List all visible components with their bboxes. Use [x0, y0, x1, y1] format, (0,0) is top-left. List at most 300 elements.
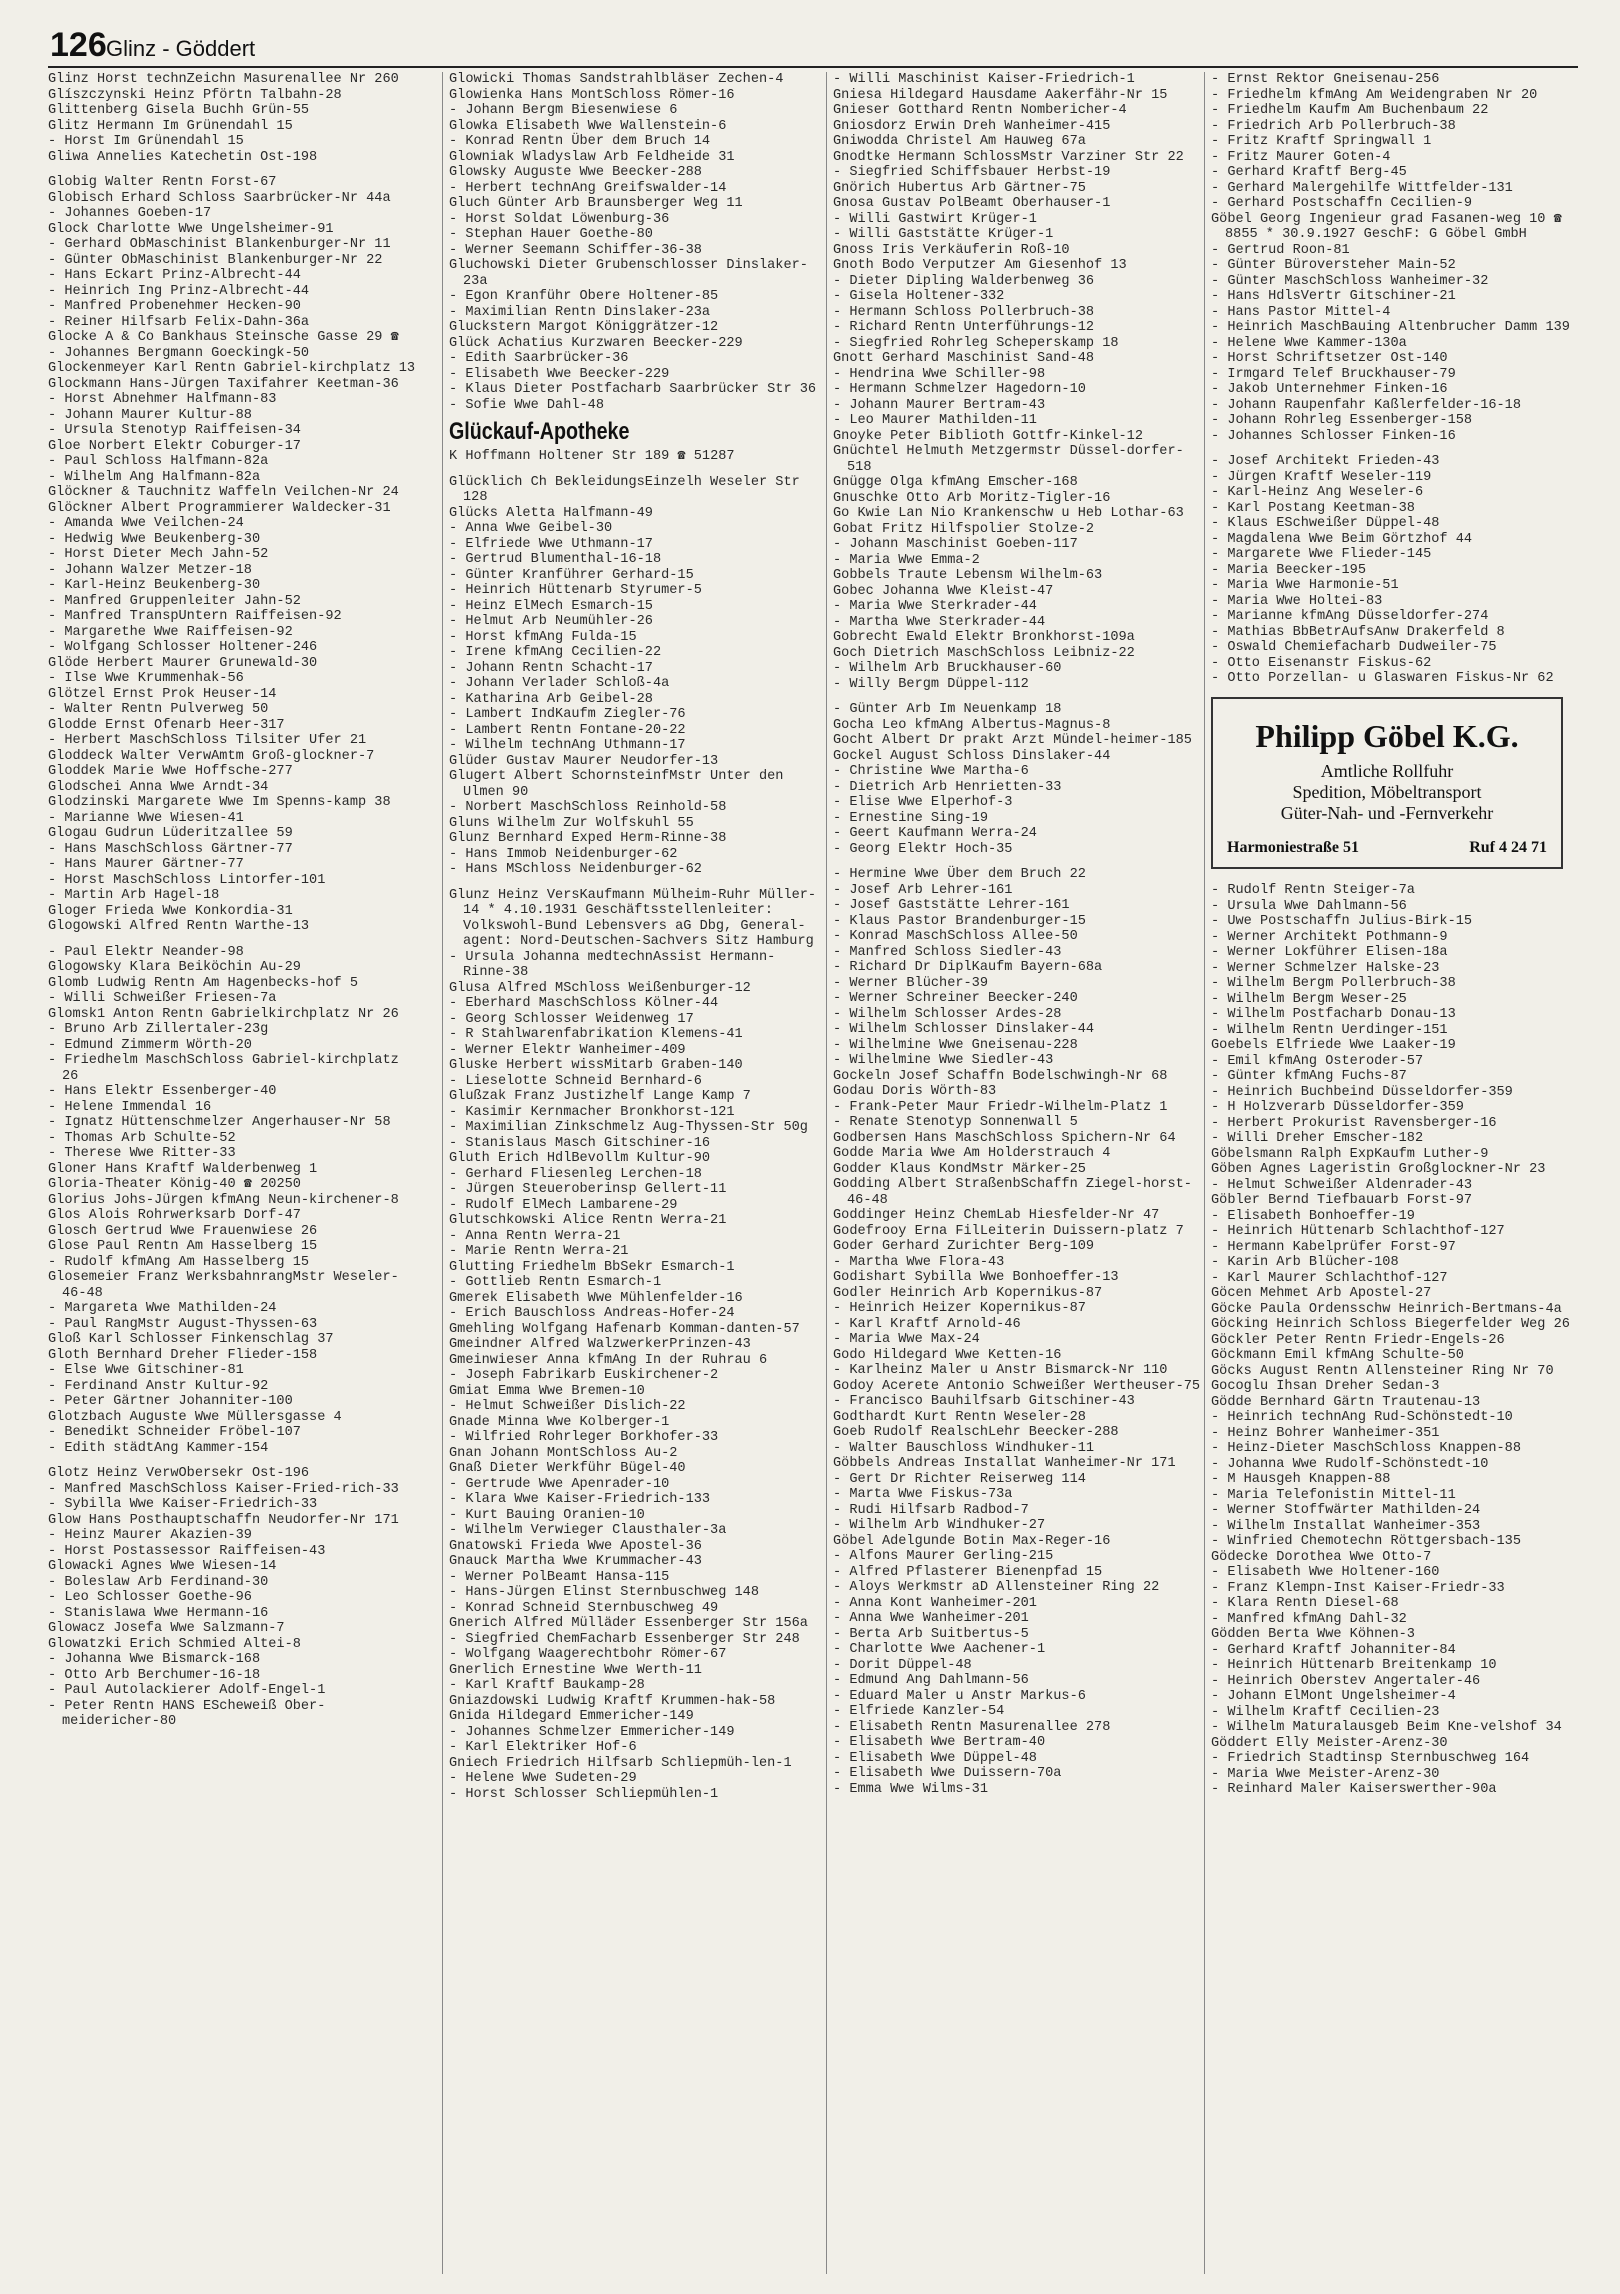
- directory-entry: - Maximilian Zinkschmelz Aug-Thyssen-Str 50g: [449, 1120, 808, 1135]
- directory-entry: Gnüchtel Helmuth Metzgermstr Düssel-dorfer-518: [833, 444, 1184, 475]
- directory-entry: - Jürgen Kraftf Weseler-119: [1211, 469, 1432, 485]
- directory-entry: Gmeinwieser Anna kfmAng In der Ruhrau 6: [449, 1352, 768, 1368]
- directory-entry: - Johannes Goeben-17: [48, 206, 212, 221]
- directory-entry: - Johann Raupenfahr Kaßlerfelder-16-18: [1211, 397, 1521, 413]
- directory-entry: - Fritz Maurer Goten-4: [1211, 149, 1391, 165]
- spacer: [48, 935, 420, 945]
- directory-entry: Goder Gerhard Zurichter Berg-109: [833, 1239, 1095, 1254]
- directory-entry: Glodschei Anna Wwe Arndt-34: [48, 779, 269, 795]
- directory-entry: - Wilhelm Ang Halfmann-82a: [48, 469, 261, 485]
- directory-entry: - Werner Architekt Pothmann-9: [1211, 929, 1448, 945]
- directory-entry: - Josef Architekt Frieden-43: [1211, 454, 1440, 469]
- directory-entry: - Helene Wwe Sudeten-29: [449, 1771, 637, 1786]
- directory-entry: - Werner Stoffwärter Mathilden-24: [1211, 1503, 1481, 1518]
- directory-entry: - Alfons Maurer Gerling-215: [833, 1549, 1054, 1564]
- directory-entry: - Georg Elektr Hoch-35: [833, 841, 1013, 857]
- directory-entry: - Ernst Rektor Gneisenau-256: [1211, 72, 1440, 87]
- directory-entry: Gmerek Elisabeth Wwe Mühlenfelder-16: [449, 1290, 743, 1306]
- directory-entry: - Rudi Hilfsarb Radbod-7: [833, 1502, 1029, 1518]
- directory-entry: - Marianne Wwe Wiesen-41: [48, 810, 244, 826]
- ad-line-3: Güter-Nah- und -Fernverkehr: [1280, 802, 1494, 823]
- directory-entry: - Siegfried Rohrleg Scheperskamp 18: [833, 335, 1119, 351]
- directory-entry: - Karl Maurer Schlachthof-127: [1211, 1270, 1448, 1286]
- column-4-bottom: [1211, 883, 1583, 1798]
- directory-entry: Gnauck Martha Wwe Krummacher-43: [449, 1554, 702, 1569]
- directory-entry: - Edith Saarbrücker-36: [449, 351, 629, 366]
- directory-entry: - R Stahlwarenfabrikation Klemens-41: [449, 1027, 743, 1042]
- directory-entry: Gmeindner Alfred WalzwerkerPrinzen-43: [449, 1337, 751, 1352]
- directory-entry: Gockel August Schloss Dinslaker-44: [833, 748, 1111, 764]
- directory-entry: Gnaß Dieter Werkführ Bügel-40: [449, 1461, 686, 1476]
- directory-entry: Globisch Erhard Schloss Saarbrücker-Nr 44a: [48, 190, 391, 206]
- directory-entry: Gloner Hans Kraftf Walderbenweg 1: [48, 1161, 318, 1177]
- directory-entry: - Amanda Wwe Veilchen-24: [48, 516, 244, 531]
- directory-entry: - Christine Wwe Martha-6: [833, 764, 1029, 779]
- directory-entry: - Peter Rentn HANS EScheweiß Ober-meidericher-80: [48, 1698, 326, 1729]
- directory-entry: - Gertrud Blumenthal-16-18: [449, 552, 662, 567]
- directory-entry: - Konrad Schneid Sternbuschweg 49: [449, 1600, 719, 1616]
- directory-entry: - Margareta Wwe Mathilden-24: [48, 1301, 277, 1316]
- directory-entry: - Manfred MaschSchloss Kaiser-Fried-rich-33: [48, 1481, 399, 1497]
- directory-entry: Gliwa Annelies Katechetin Ost-198: [48, 149, 318, 165]
- directory-entry: - Paul Elektr Neander-98: [48, 944, 244, 960]
- directory-entry: - Emma Wwe Wilms-31: [833, 1781, 988, 1797]
- directory-entry: Godishart Sybilla Wwe Bonhoeffer-13: [833, 1270, 1119, 1285]
- spacer: [48, 165, 420, 175]
- directory-entry: - Edmund Zimmerm Wörth-20: [48, 1037, 252, 1053]
- directory-entry: Glowatzki Erich Schmied Altei-8: [48, 1636, 301, 1652]
- directory-entry: - Günter Arb Im Neuenkamp 18: [833, 702, 1062, 717]
- directory-entry: Glugert Albert SchornsteinfMstr Unter den Ulmen 90: [449, 769, 792, 800]
- directory-entry: Gobat Fritz Hilfspolier Stolze-2: [833, 521, 1095, 537]
- directory-entry: - Sofie Wwe Dahl-48: [449, 397, 604, 413]
- directory-entry: Gödde Bernhard Gärtn Trautenau-13: [1211, 1394, 1481, 1410]
- directory-entry: - Ursula Johanna medtechnAssist Hermann-Rinne-38: [449, 949, 776, 980]
- directory-entry: Godefrooy Erna FilLeiterin Duissern-platz 7: [833, 1223, 1184, 1239]
- directory-entry: - Jakob Unternehmer Finken-16: [1211, 382, 1448, 397]
- directory-entry: - Martha Wwe Flora-43: [833, 1254, 1005, 1270]
- directory-entry: Gniosdorz Erwin Dreh Wanheimer-415: [833, 118, 1111, 134]
- directory-entry: Gnügge Olga kfmAng Emscher-168: [833, 475, 1078, 490]
- directory-entry: - Werner Elektr Wanheimer-409: [449, 1042, 686, 1058]
- directory-entry: - Maria Beecker-195: [1211, 562, 1366, 578]
- directory-entry: - Manfred Probenehmer Hecken-90: [48, 299, 301, 314]
- directory-entry: Glücklich Ch BekleidungsEinzelh Weseler Str 128: [449, 474, 808, 505]
- directory-entry: - Leo Schlosser Goethe-96: [48, 1590, 252, 1605]
- directory-entry: Glutting Friedhelm BbSekr Esmarch-1: [449, 1259, 735, 1275]
- directory-entry: Glinz Horst technZeichn Masurenallee Nr 260: [48, 72, 399, 87]
- directory-entry: Gnosa Gustav PolBeamt Oberhauser-1: [833, 196, 1111, 211]
- directory-entry: - Klara Wwe Kaiser-Friedrich-133: [449, 1492, 711, 1507]
- directory-entry: - Irene kfmAng Cecilien-22: [449, 645, 662, 660]
- directory-entry: Glomb Ludwig Rentn Am Hagenbecks-hof 5: [48, 975, 358, 991]
- directory-entry: Gnan Johann MontSchloss Au-2: [449, 1445, 678, 1461]
- directory-entry: - Helmut Arb Neumühler-26: [449, 614, 653, 629]
- directory-entry: Glomsk1 Anton Rentn Gabrielkirchplatz Nr 26: [48, 1006, 399, 1022]
- directory-entry: - Manfred TranspUntern Raiffeisen-92: [48, 609, 342, 624]
- directory-entry: Glötzel Ernst Prok Heuser-14: [48, 686, 277, 702]
- directory-entry: - Bruno Arb Zillertaler-23g: [48, 1022, 269, 1037]
- directory-entry: - Manfred kfmAng Dahl-32: [1211, 1611, 1407, 1627]
- directory-entry: Göcking Heinrich Schloss Biegerfelder Weg 26: [1211, 1317, 1570, 1332]
- directory-entry: - Elisabeth Wwe Beecker-229: [449, 366, 670, 382]
- directory-entry: - Wilhelm Rentn Uerdinger-151: [1211, 1022, 1448, 1038]
- directory-entry: Glück Achatius Kurzwaren Beecker-229: [449, 335, 743, 351]
- directory-entry: Glowniak Wladyslaw Arb Feldheide 31: [449, 149, 735, 165]
- directory-entry: - Johannes Schlosser Finken-16: [1211, 428, 1456, 444]
- directory-entry: - Helene Wwe Kammer-130a: [1211, 335, 1407, 351]
- directory-entry: Glusa Alfred MSchloss Weißenburger-12: [449, 980, 751, 996]
- directory-entry: - Paul Schloss Halfmann-82a: [48, 454, 269, 469]
- directory-entry: - Gerhard Kraftf Johanniter-84: [1211, 1642, 1456, 1658]
- directory-entry: - H Holzverarb Düsseldorfer-359: [1211, 1100, 1464, 1115]
- directory-entry: - Fritz Kraftf Springwall 1: [1211, 134, 1432, 149]
- column-4-top: [1211, 72, 1583, 687]
- directory-entry: - Willi Gastwirt Krüger-1: [833, 211, 1037, 227]
- directory-entry: - Hans Pastor Mittel-4: [1211, 304, 1391, 320]
- directory-entry: - Karl-Heinz Ang Weseler-6: [1211, 485, 1424, 500]
- directory-entry: Glockenmeyer Karl Rentn Gabriel-kirchplatz 13: [48, 361, 416, 376]
- directory-entry: - Egon Kranführ Obere Holtener-85: [449, 289, 719, 304]
- directory-entry: Gluth Erich HdlBevollm Kultur-90: [449, 1151, 711, 1166]
- directory-entry: - Elise Wwe Elperhof-3: [833, 795, 1013, 810]
- directory-entry: - Gottlieb Rentn Esmarch-1: [449, 1275, 662, 1290]
- directory-entry: - Johanna Wwe Rudolf-Schönstedt-10: [1211, 1456, 1489, 1472]
- directory-entry: - Wilhelm Bergm Pollerbruch-38: [1211, 976, 1456, 991]
- directory-entry: - Helmut Schweißer Dislich-22: [449, 1399, 686, 1414]
- directory-entry: Göckmann Emil kfmAng Schulte-50: [1211, 1348, 1464, 1363]
- directory-entry: - Heinrich Oberstev Angertaler-46: [1211, 1673, 1481, 1689]
- directory-entry: Glosemeier Franz WerksbahnrangMstr Weseler-46-48: [48, 1270, 399, 1301]
- directory-entry: Gnerlich Ernestine Wwe Werth-11: [449, 1662, 702, 1678]
- directory-entry: - Elisabeth Wwe Bertram-40: [833, 1735, 1046, 1750]
- directory-entry: - Heinrich technAng Rud-Schönstedt-10: [1211, 1410, 1513, 1425]
- directory-entry: Gnuschke Otto Arb Moritz-Tigler-16: [833, 490, 1111, 506]
- directory-entry: Glunz Bernhard Exped Herm-Rinne-38: [449, 831, 727, 846]
- directory-entry: - Wilhelm Kraftf Cecilien-23: [1211, 1704, 1440, 1720]
- directory-entry: Gluske Herbert wissMitarb Graben-140: [449, 1058, 743, 1073]
- directory-entry: - Franz Klempn-Inst Kaiser-Friedr-33: [1211, 1580, 1505, 1596]
- directory-entry: - Wilhelmine Wwe Siedler-43: [833, 1053, 1054, 1068]
- directory-entry: - Rudolf kfmAng Am Hasselberg 15: [48, 1254, 310, 1270]
- directory-entry: Godding Albert StraßenbSchaffn Ziegel-horst-46-48: [833, 1177, 1192, 1208]
- directory-entry: - Oswald Chemiefacharb Dudweiler-75: [1211, 640, 1497, 655]
- directory-entry: Gnatowski Frieda Wwe Apostel-36: [449, 1538, 702, 1554]
- directory-entry: Gluch Günter Arb Braunsberger Weg 11: [449, 196, 743, 211]
- directory-entry: Gobbels Traute Lebensm Wilhelm-63: [833, 568, 1103, 583]
- directory-entry: - Renate Stenotyp Sonnenwall 5: [833, 1115, 1078, 1130]
- directory-entry: Göcks August Rentn Allensteiner Ring Nr 70: [1211, 1363, 1554, 1379]
- directory-entry: - Siegfried ChemFacharb Essenberger Str 248: [449, 1631, 800, 1647]
- directory-entry: - Heinrich Heizer Kopernikus-87: [833, 1301, 1086, 1316]
- directory-entry: - Hans HdlsVertr Gitschiner-21: [1211, 289, 1456, 304]
- directory-entry: - Elisabeth Wwe Duissern-70a: [833, 1766, 1062, 1781]
- directory-entry: - Herbert Prokurist Ravensberger-16: [1211, 1115, 1497, 1131]
- directory-entry: - Ernestine Sing-19: [833, 810, 988, 826]
- directory-entry: - Günter Büroversteher Main-52: [1211, 258, 1456, 273]
- directory-entry: Gockeln Josef Schaffn Bodelschwingh-Nr 68: [833, 1068, 1168, 1084]
- page-header: [48, 26, 1578, 68]
- directory-entry: - Maria Wwe Sterkrader-44: [833, 599, 1037, 614]
- directory-entry: - Friedhelm Kaufm Am Buchenbaum 22: [1211, 103, 1489, 118]
- directory-entry: - Maria Wwe Max-24: [833, 1332, 980, 1347]
- directory-entry: Glorius Johs-Jürgen kfmAng Neun-kirchener-8: [48, 1192, 399, 1208]
- directory-entry: Gocoglu Ihsan Dreher Sedan-3: [1211, 1379, 1440, 1394]
- directory-entry: Gmehling Wolfgang Hafenarb Komman-danten-57: [449, 1321, 800, 1337]
- directory-entry: Gocha Leo kfmAng Albertus-Magnus-8: [833, 717, 1111, 733]
- directory-entry: Glogowsky Klara Beiköchin Au-29: [48, 960, 301, 975]
- directory-entry: - Horst Schriftsetzer Ost-140: [1211, 351, 1448, 366]
- directory-entry: Glittenberg Gisela Buchh Grün-55: [48, 103, 310, 118]
- directory-entry: - Edith städtAng Kammer-154: [48, 1440, 269, 1456]
- directory-entry: - Friedrich Stadtinsp Sternbuschweg 164: [1211, 1751, 1530, 1766]
- directory-entry: - Margarete Wwe Flieder-145: [1211, 547, 1432, 562]
- directory-entry: Glose Paul Rentn Am Hasselberg 15: [48, 1239, 318, 1254]
- directory-entry: - Manfred Schloss Siedler-43: [833, 944, 1062, 960]
- directory-entry: - Johann Maschinist Goeben-117: [833, 537, 1078, 552]
- directory-entry: - Frank-Peter Maur Friedr-Wilhelm-Platz 1: [833, 1099, 1168, 1115]
- directory-entry: - Helmut Schweißer Aldenrader-43: [1211, 1177, 1473, 1193]
- directory-entry: Göcen Mehmet Arb Apostel-27: [1211, 1286, 1432, 1301]
- directory-entry: - Stanislaus Masch Gitschiner-16: [449, 1135, 711, 1151]
- directory-entry: - Walter Bauschloss Windhuker-11: [833, 1440, 1095, 1456]
- directory-entry: - Richard Rentn Unterführungs-12: [833, 320, 1095, 335]
- directory-entry: - Konrad MaschSchloss Allee-50: [833, 929, 1078, 944]
- directory-entry: - Berta Arb Suitbertus-5: [833, 1626, 1029, 1642]
- directory-entry: Gloria-Theater König-40 ☎ 20250: [48, 1177, 301, 1192]
- directory-entry: - Joseph Fabrikarb Euskirchener-2: [449, 1368, 719, 1383]
- ad-line-2: Spedition, Möbeltransport: [1292, 781, 1482, 802]
- directory-entry: - Manfred Gruppenleiter Jahn-52: [48, 593, 301, 609]
- directory-entry: - Horst Im Grünendahl 15: [48, 134, 244, 149]
- directory-entry: - Charlotte Wwe Aachener-1: [833, 1642, 1046, 1657]
- directory-entry: - Heinz Maurer Akazien-39: [48, 1528, 252, 1543]
- ad-line-1: Amtliche Rollfuhr: [1320, 760, 1454, 781]
- directory-entry: - Boleslaw Arb Ferdinand-30: [48, 1574, 269, 1590]
- directory-entry: Glowacki Agnes Wwe Wiesen-14: [48, 1559, 277, 1574]
- directory-entry: Gocht Albert Dr prakt Arzt Mündel-heimer-185: [833, 733, 1192, 748]
- directory-entry: - Paul Autolackierer Adolf-Engel-1: [48, 1683, 326, 1698]
- directory-entry: Godoy Acerete Antonio Schweißer Wertheuser-75: [833, 1378, 1201, 1394]
- directory-entry: Gmiat Emma Wwe Bremen-10: [449, 1383, 645, 1399]
- directory-entry: Glockmann Hans-Jürgen Taxifahrer Keetman-36: [48, 376, 399, 392]
- directory-entry: - Johanna Wwe Bismarck-168: [48, 1652, 261, 1667]
- directory-entry: - Gertrud Roon-81: [1211, 242, 1350, 258]
- directory-entry: Glock Charlotte Wwe Ungelsheimer-91: [48, 221, 334, 237]
- directory-entry: - Maria Wwe Emma-2: [833, 552, 980, 568]
- directory-entry: - Hermann Schloss Pollerbruch-38: [833, 304, 1095, 320]
- directory-entry: Gloe Norbert Elektr Coburger-17: [48, 438, 301, 454]
- ad-company-name: Philipp Göbel K.G.: [1255, 717, 1519, 754]
- directory-entry: Gloddeck Walter VerwAmtm Groß-glockner-7: [48, 748, 375, 764]
- directory-entry: - Ilse Wwe Krummenhak-56: [48, 671, 244, 686]
- directory-entry: Gniwodda Christel Am Hauweg 67a: [833, 134, 1086, 149]
- spacer: [833, 692, 1205, 702]
- directory-entry: Gluckstern Margot Königgrätzer-12: [449, 320, 719, 335]
- directory-entry: - Karin Arb Blücher-108: [1211, 1255, 1399, 1270]
- directory-entry: Goeb Rudolf RealschLehr Beecker-288: [833, 1425, 1119, 1440]
- directory-entry: - Werner Blücher-39: [833, 975, 988, 991]
- directory-entry: - Leo Maurer Mathilden-11: [833, 413, 1037, 428]
- directory-entry: - Klaus Dieter Postfacharb Saarbrücker Str 36: [449, 382, 817, 397]
- directory-entry: Glüder Gustav Maurer Neudorfer-13: [449, 753, 719, 769]
- directory-entry: - Hans Elektr Essenberger-40: [48, 1084, 277, 1099]
- directory-entry: Go Kwie Lan Nio Krankenschw u Heb Lothar-63: [833, 506, 1184, 521]
- directory-entry: - Johannes Bergmann Goeckingk-50: [48, 345, 310, 361]
- directory-entry: - Horst MaschSchloss Lintorfer-101: [48, 872, 326, 888]
- directory-entry: Glogowski Alfred Rentn Warthe-13: [48, 919, 310, 934]
- directory-entry: - Karl Elektriker Hof-6: [449, 1740, 637, 1755]
- directory-entry: Glowicki Thomas Sandstrahlbläser Zechen-4: [449, 72, 784, 87]
- directory-entry: Göckler Peter Rentn Friedr-Engels-26: [1211, 1332, 1505, 1348]
- directory-entry: - Johann Rentn Schacht-17: [449, 660, 653, 676]
- directory-entry: - Hans-Jürgen Elinst Sternbuschweg 148: [449, 1585, 759, 1600]
- directory-entry: - Karl Postang Keetman-38: [1211, 500, 1415, 516]
- directory-entry: Glowka Elisabeth Wwe Wallenstein-6: [449, 118, 727, 134]
- directory-entry: - Kasimir Kernmacher Bronkhorst-121: [449, 1104, 735, 1120]
- directory-entry: - Günter Kranführer Gerhard-15: [449, 567, 694, 583]
- directory-entry: - Herbert MaschSchloss Tilsiter Ufer 21: [48, 733, 367, 748]
- directory-entry: - Hans Immob Neidenburger-62: [449, 846, 678, 862]
- directory-entry: - Hans MSchloss Neidenburger-62: [449, 862, 702, 877]
- directory-entry: - Hermann Kabelprüfer Forst-97: [1211, 1239, 1456, 1255]
- directory-entry: - Werner PolBeamt Hansa-115: [449, 1569, 670, 1585]
- directory-entry: Glocke A & Co Bankhaus Steinsche Gasse 29 ☎: [48, 330, 399, 345]
- directory-entry: - Eduard Maler u Anstr Markus-6: [833, 1688, 1086, 1704]
- directory-entry: - Kurt Bauing Oranien-10: [449, 1507, 645, 1523]
- directory-entry: - Helene Immendal 16: [48, 1099, 212, 1115]
- directory-entry: - Ursula Wwe Dahlmann-56: [1211, 898, 1407, 914]
- directory-entry: Globig Walter Rentn Forst-67: [48, 175, 277, 190]
- directory-entry: Glunz Heinz VersKaufmann Mülheim-Ruhr Müller-14 * 4.10.1931 Geschäftsstellenleiter: Volkswohl-Bund Lebensvers aG Dbg, General-agent: Nord-Deutschen-Sachvers Sitz Hamburg: [449, 887, 817, 949]
- directory-entry: - Dieter Dipling Walderbenweg 36: [833, 273, 1095, 289]
- directory-entry: - Werner Lokführer Elisen-18a: [1211, 945, 1448, 960]
- directory-entry: - Hermine Wwe Über dem Bruch 22: [833, 867, 1086, 882]
- directory-entry: - Johann Bergm Biesenwiese 6: [449, 103, 678, 118]
- directory-entry: - Dietrich Arb Henrietten-33: [833, 779, 1062, 795]
- directory-entry: Godde Maria Wwe Am Holderstrauch 4: [833, 1146, 1111, 1161]
- directory-entry: - Marianne kfmAng Düsseldorfer-274: [1211, 609, 1489, 624]
- directory-entry: - Eberhard MaschSchloss Kölner-44: [449, 996, 719, 1011]
- directory-entry: - Josef Gaststätte Lehrer-161: [833, 898, 1070, 913]
- directory-entry: - Johann ElMont Ungelsheimer-4: [1211, 1689, 1456, 1704]
- directory-entry: - Siegfried Schiffsbauer Herbst-19: [833, 165, 1111, 180]
- directory-entry: - Hermann Schmelzer Hagedorn-10: [833, 382, 1086, 397]
- directory-entry: Göbbels Andreas Installat Wanheimer-Nr 171: [833, 1456, 1176, 1471]
- directory-entry: Gluns Wilhelm Zur Wolfskuhl 55: [449, 815, 694, 831]
- directory-entry: - Francisco Bauhilfsarb Gitschiner-43: [833, 1394, 1135, 1409]
- directory-entry: - Therese Wwe Ritter-33: [48, 1146, 236, 1161]
- directory-entry: - Horst Soldat Löwenburg-36: [449, 211, 670, 227]
- directory-entry: Glíszczynski Heinz Pförtn Talbahn-28: [48, 87, 342, 103]
- directory-entry: - Margarethe Wwe Raiffeisen-92: [48, 624, 293, 640]
- directory-entry: Glücks Aletta Halfmann-49: [449, 505, 653, 521]
- directory-entry: - Ferdinand Anstr Kultur-92: [48, 1378, 269, 1394]
- directory-entry: - Erich Bauschloss Andreas-Hofer-24: [449, 1306, 735, 1321]
- directory-entry: - Anna Wwe Wanheimer-201: [833, 1611, 1029, 1626]
- directory-entry: - Günter ObMaschinist Blankenburger-Nr 22: [48, 252, 383, 268]
- directory-entry: - Wolfgang Schlosser Holtener-246: [48, 640, 318, 655]
- directory-entry: Göben Agnes Lageristin Großglockner-Nr 23: [1211, 1162, 1546, 1177]
- column-1: [48, 72, 420, 2274]
- directory-entry: Glußzak Franz Justizhelf Lange Kamp 7: [449, 1089, 751, 1104]
- directory-entry: - Elfriede Wwe Uthmann-17: [449, 536, 653, 552]
- directory-entry: - Wilhelm Maturalausgeb Beim Kne-velshof 34: [1211, 1720, 1562, 1735]
- directory-entry: - Marta Wwe Fiskus-73a: [833, 1487, 1013, 1502]
- directory-entry: - Johann Maurer Bertram-43: [833, 397, 1046, 413]
- directory-entry: Gnade Minna Wwe Kolberger-1: [449, 1414, 670, 1430]
- spacer: [449, 878, 821, 888]
- column-2-bottom: [449, 475, 821, 1803]
- directory-entry: - Wilhelm Postfacharb Donau-13: [1211, 1007, 1456, 1022]
- directory-entry: - Horst kfmAng Fulda-15: [449, 629, 637, 645]
- directory-entry: - Ursula Stenotyp Raiffeisen-34: [48, 423, 301, 438]
- directory-entry: - Wolfgang Waagerechtbohr Römer-67: [449, 1647, 727, 1662]
- directory-entry: - Elisabeth Wwe Düppel-48: [833, 1750, 1037, 1766]
- directory-entry: Glowienka Hans MontSchloss Römer-16: [449, 87, 735, 103]
- directory-entry: - Gertrude Wwe Apenrader-10: [449, 1476, 670, 1492]
- directory-entry: - Elisabeth Wwe Holtener-160: [1211, 1565, 1440, 1580]
- directory-entry: - Wilhelm Schlosser Dinslaker-44: [833, 1022, 1095, 1037]
- directory-entry: - Werner Schreiner Beecker-240: [833, 991, 1078, 1006]
- directory-entry: - Klaus ESchweißer Düppel-48: [1211, 516, 1440, 531]
- directory-entry: - Karlheinz Maler u Anstr Bismarck-Nr 110: [833, 1363, 1168, 1378]
- directory-entry: Gnott Gerhard Maschinist Sand-48: [833, 351, 1095, 366]
- directory-entry: Gniech Friedrich Hilfsarb Schliepmüh-len-1: [449, 1755, 792, 1771]
- directory-entry: - Otto Porzellan- u Glaswaren Fiskus-Nr 62: [1211, 671, 1554, 686]
- directory-entry: - Heinrich MaschBauing Altenbrucher Damm 139: [1211, 320, 1570, 335]
- directory-entry: Gloddek Marie Wwe Hoffsche-277: [48, 764, 293, 779]
- directory-entry: - Günter kfmAng Fuchs-87: [1211, 1069, 1407, 1084]
- directory-entry: - Magdalena Wwe Beim Görtzhof 44: [1211, 531, 1473, 547]
- directory-entry: Glodde Ernst Ofenarb Heer-317: [48, 717, 285, 733]
- advertisement-box: [1211, 697, 1563, 870]
- directory-entry: Godthardt Kurt Rentn Weseler-28: [833, 1409, 1086, 1425]
- directory-entry: - Jürgen Steueroberinsp Gellert-11: [449, 1182, 727, 1197]
- directory-entry: Glöckner & Tauchnitz Waffeln Veilchen-Nr 24: [48, 485, 399, 500]
- directory-entry: - Mathias BbBetrAufsAnw Drakerfeld 8: [1211, 624, 1505, 640]
- spacer: [833, 857, 1205, 867]
- directory-entry: Goddinger Heinz ChemLab Hiesfelder-Nr 47: [833, 1208, 1160, 1223]
- directory-entry: Göbel Adelgunde Botin Max-Reger-16: [833, 1533, 1111, 1549]
- directory-entry: - Marie Rentn Werra-21: [449, 1244, 629, 1259]
- directory-entry: - Stanislawa Wwe Hermann-16: [48, 1605, 269, 1621]
- directory-entry: Glowacz Josefa Wwe Salzmann-7: [48, 1621, 285, 1636]
- directory-entry: Godler Heinrich Arb Kopernikus-87: [833, 1285, 1103, 1301]
- directory-entry: - Otto Eisenanstr Fiskus-62: [1211, 655, 1432, 671]
- directory-entry: Gnoth Bodo Verputzer Am Giesenhof 13: [833, 258, 1127, 273]
- directory-entry: - Wilhelm Verwieger Clausthaler-3a: [449, 1523, 727, 1538]
- directory-entry: - Elisabeth Bonhoeffer-19: [1211, 1208, 1415, 1224]
- directory-entry: - Gert Dr Richter Reiserweg 114: [833, 1471, 1086, 1487]
- directory-entry: Glotzbach Auguste Wwe Müllersgasse 4: [48, 1409, 342, 1425]
- directory-entry: - Wilhelm Schlosser Ardes-28: [833, 1006, 1062, 1022]
- directory-entry: Glöde Herbert Maurer Grunewald-30: [48, 655, 318, 671]
- directory-entry: Göbel Georg Ingenieur grad Fasanen-weg 10 ☎ 8855 * 30.9.1927 GeschF: G Göbel GmbH: [1211, 211, 1570, 242]
- directory-entry: - Willi Dreher Emscher-182: [1211, 1131, 1424, 1146]
- directory-entry: - Else Wwe Gitschiner-81: [48, 1363, 244, 1378]
- directory-entry: Glowsky Auguste Wwe Beecker-288: [449, 165, 702, 180]
- directory-entry: - Martha Wwe Sterkrader-44: [833, 614, 1046, 630]
- directory-entry: - Hendrina Wwe Schiller-98: [833, 366, 1046, 382]
- directory-entry: - Werner Schmelzer Halske-23: [1211, 960, 1440, 976]
- directory-entry: - Heinrich Hüttenarb Styrumer-5: [449, 583, 702, 598]
- directory-entry: - Herbert technAng Greifswalder-14: [449, 180, 727, 196]
- directory-entry: Godau Doris Wörth-83: [833, 1084, 997, 1099]
- directory-entry: Gnerich Alfred Mülläder Essenberger Str 156a: [449, 1616, 808, 1631]
- directory-entry: - Lambert IndKaufm Ziegler-76: [449, 707, 686, 722]
- directory-entry: Göbler Bernd Tiefbauarb Forst-97: [1211, 1193, 1473, 1208]
